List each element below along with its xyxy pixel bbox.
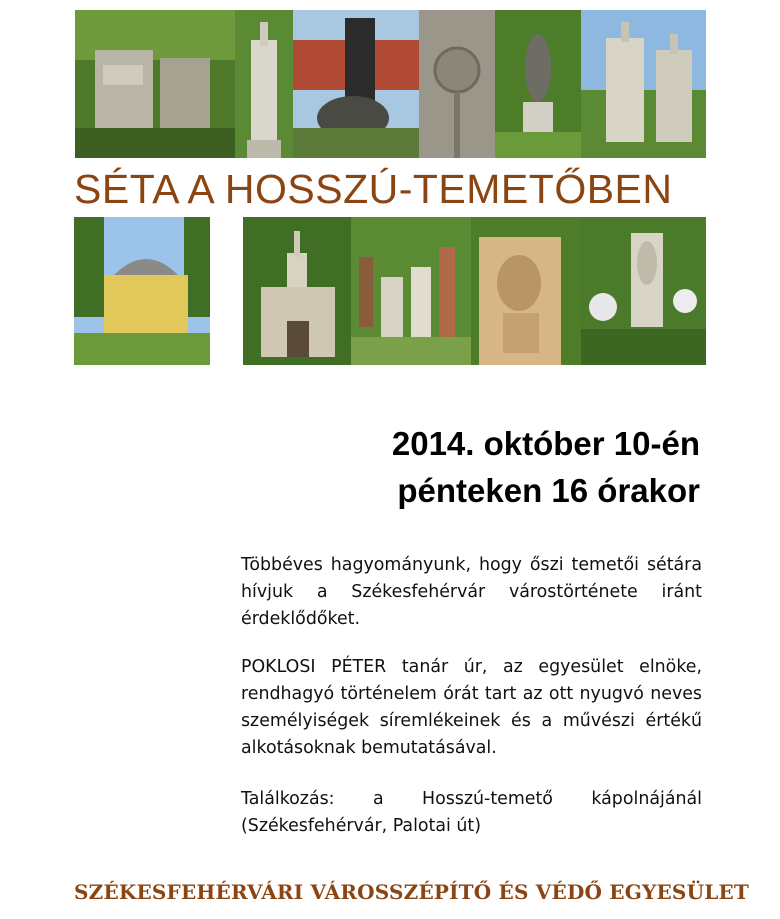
event-date: 2014. október 10-én xyxy=(391,425,700,462)
photo-twin-tombstones xyxy=(581,10,706,158)
photo-sculpture-relief xyxy=(471,217,581,365)
organizer-name: SZÉKESFEHÉRVÁRI VÁROSSZÉPÍTŐ ÉS VÉDŐ EGYESÜLET xyxy=(74,880,750,904)
page-title: SÉTA A HOSSZÚ-TEMETŐBEN xyxy=(74,166,673,212)
photo-grave-rows xyxy=(351,217,471,365)
photo-old-gravestones xyxy=(75,10,235,158)
photo-relief-stone xyxy=(419,10,495,158)
program-paragraph: POKLOSI PÉTER tanár úr, az egyesület elnöke, rendhagyó történelem órát tart az ott nyugvó neves személyiségek síremlékeinek és a művészi értékű alkotásoknak bemutatásával. xyxy=(241,657,702,758)
photo-cemetery-chapel xyxy=(74,217,210,365)
photo-madonna-statue xyxy=(495,10,581,158)
event-time: pénteken 16 órakor xyxy=(397,472,700,509)
photo-mourning-statue xyxy=(293,10,419,158)
meeting-paragraph: Találkozás: a Hosszú-temető kápolnájánál (Székesfehérvár, Palotai út) xyxy=(241,789,702,836)
intro-paragraph: Többéves hagyományunk, hogy őszi temetői sétára hívjuk a Székesfehérvár várostörténete iránt érdeklődőket. xyxy=(241,555,702,629)
event-datetime xyxy=(240,420,700,514)
photo-family-crypt xyxy=(243,217,351,365)
photo-angel-memorial xyxy=(581,217,706,365)
photo-cross-monument xyxy=(235,10,293,158)
